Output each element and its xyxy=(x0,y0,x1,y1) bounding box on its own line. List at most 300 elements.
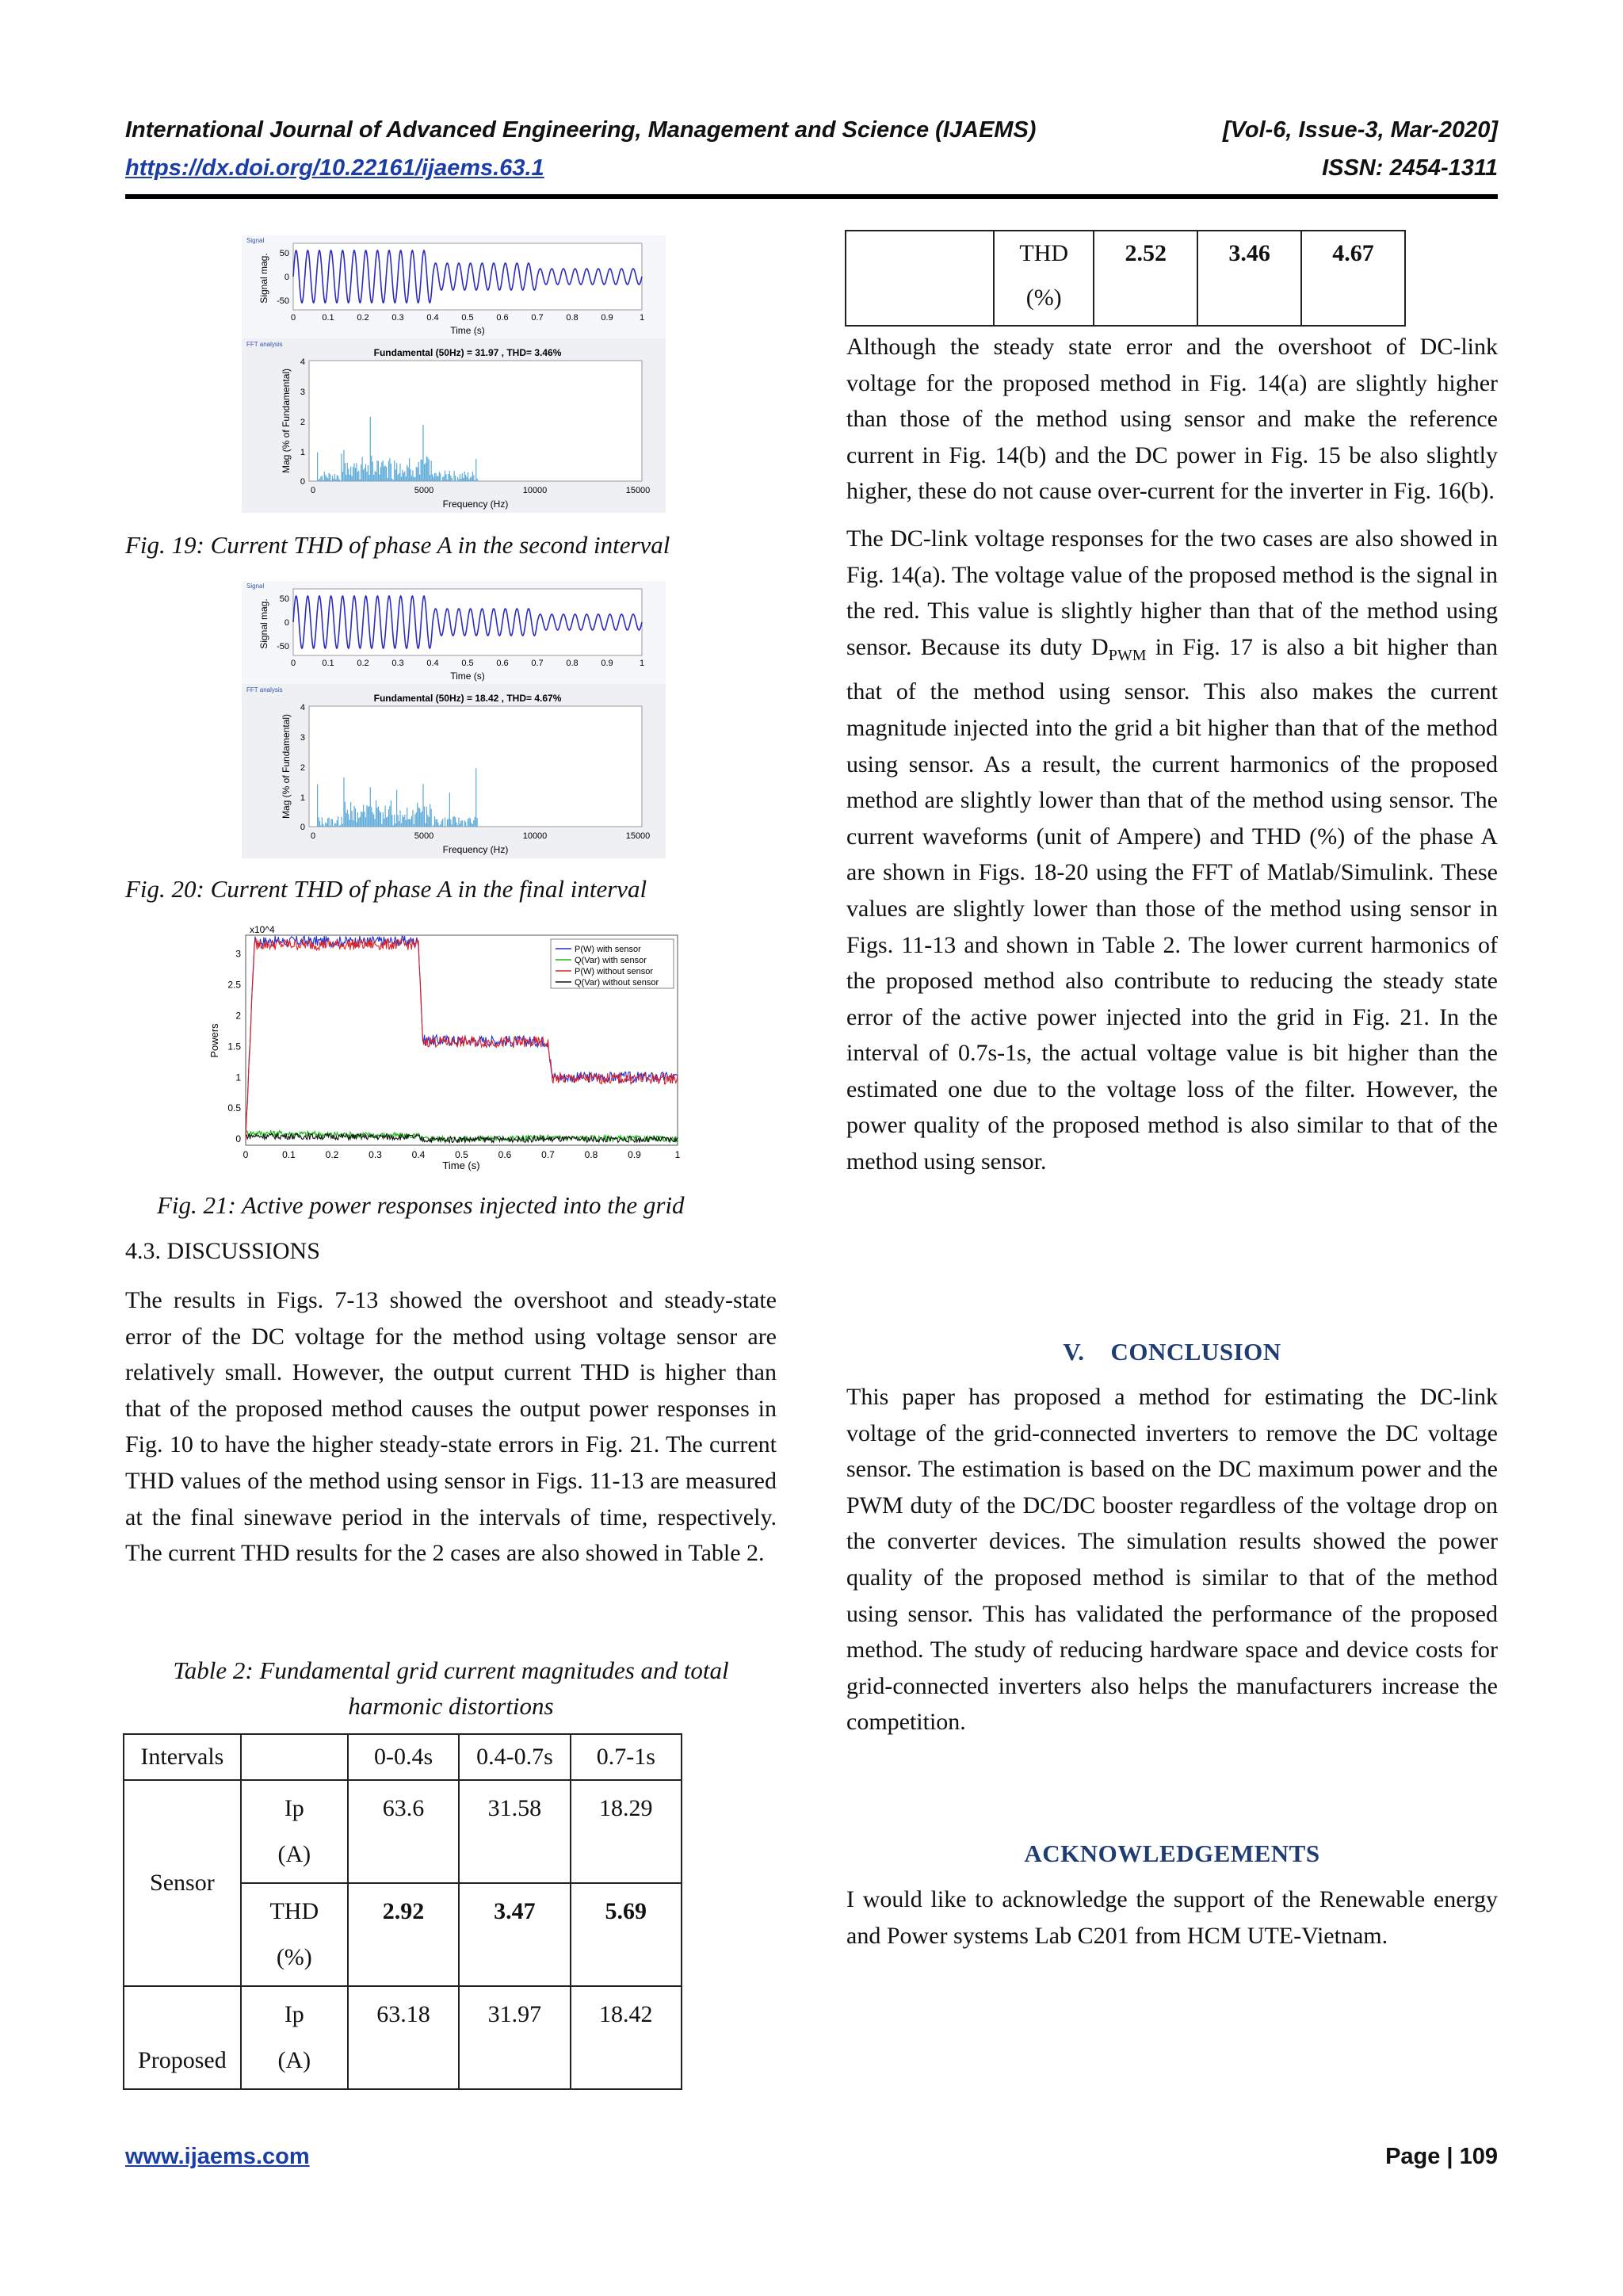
fft-bar xyxy=(465,475,466,481)
fft-bar xyxy=(454,471,455,481)
x-tick-label: 0.1 xyxy=(282,1149,296,1160)
fft-bar xyxy=(471,476,472,481)
fft-bar xyxy=(421,460,422,481)
thd-label-2: (%) xyxy=(1025,285,1062,311)
svg-text:3: 3 xyxy=(300,388,305,397)
fft-bar xyxy=(434,816,435,827)
fft-bar xyxy=(411,476,412,481)
fft-bar xyxy=(360,479,361,481)
fft-bar xyxy=(388,809,389,827)
fft-bar xyxy=(448,474,449,481)
fft-bar xyxy=(342,472,343,481)
fft-bar xyxy=(458,817,459,827)
fft-bar xyxy=(380,812,381,827)
fft-bar xyxy=(337,476,338,481)
thd-label-2: (%) xyxy=(276,1944,312,1970)
fig19-y-0: 0 xyxy=(284,273,289,282)
fft-bar xyxy=(341,453,342,481)
fft-bar xyxy=(364,468,365,481)
fft-bar xyxy=(322,476,323,481)
fft-bar xyxy=(406,820,407,827)
fft-bar xyxy=(414,814,415,827)
table2-continued xyxy=(845,230,1406,327)
fft-bar xyxy=(378,461,379,481)
fft-bar xyxy=(368,465,369,481)
fft-bar xyxy=(457,477,458,481)
fft-bar xyxy=(419,475,420,481)
fft-bar xyxy=(393,479,394,481)
fft-bar xyxy=(362,812,363,827)
ip-label-1: Ip xyxy=(284,2001,304,2027)
table-header xyxy=(241,1734,348,1780)
fft-bar xyxy=(319,821,320,827)
doi-link-wrap xyxy=(125,155,544,181)
fft-bar xyxy=(317,785,318,827)
table-cell: 4.67 xyxy=(1301,231,1405,326)
fft-bar xyxy=(330,480,331,481)
fft-bar xyxy=(388,461,389,481)
fft-bar xyxy=(330,819,331,827)
fft-bar xyxy=(429,460,430,481)
fft-bar xyxy=(417,468,418,481)
page-number: Page | 109 xyxy=(1385,2144,1498,2169)
fft-bar xyxy=(402,815,403,827)
fft-bar xyxy=(333,479,334,481)
fft-bar xyxy=(387,817,388,827)
fft-bar xyxy=(339,479,340,481)
fft-bar xyxy=(431,809,432,827)
x-tick-label: 0.5 xyxy=(461,659,474,668)
table-cell: 3.47 xyxy=(459,1883,570,1986)
fft-bar xyxy=(475,459,476,481)
x-tick-label: 0.3 xyxy=(391,659,404,668)
fft-bar xyxy=(429,817,430,827)
fig19-fft-title: Fundamental (50Hz) = 31.97 , THD= 3.46% xyxy=(373,347,562,358)
fft-bar xyxy=(358,471,359,481)
ack-title: ACKNOWLEDGEMENTS xyxy=(1024,1839,1320,1867)
fft-bar xyxy=(471,823,472,827)
x-tick-label: 0 xyxy=(290,313,296,323)
pwm-subscript: PWM xyxy=(1108,646,1147,664)
fft-bar xyxy=(432,826,433,827)
table-header: 0.7-1s xyxy=(571,1734,682,1780)
x-tick-label: 0.6 xyxy=(498,1149,512,1160)
fft-bar xyxy=(366,805,367,827)
fft-bar xyxy=(320,476,321,481)
thd-label-1: THD xyxy=(269,1898,319,1924)
y-tick-label: 1.5 xyxy=(227,1041,241,1052)
fft-bar xyxy=(409,458,410,481)
fig19-y-m50: -50 xyxy=(277,296,289,306)
fft-bar xyxy=(477,479,478,481)
fft-bar xyxy=(422,784,423,827)
conclusion-title: V. CONCLUSION xyxy=(1063,1338,1281,1366)
svg-text:2: 2 xyxy=(300,763,305,773)
ip-label xyxy=(241,1780,348,1883)
svg-text:1: 1 xyxy=(300,793,305,803)
fig19-svg xyxy=(242,235,666,513)
x-tick-label: 1 xyxy=(639,313,645,323)
table-row xyxy=(846,231,1405,326)
svg-text:1: 1 xyxy=(300,448,305,457)
fft-bar xyxy=(376,460,377,481)
fft-bar xyxy=(368,807,369,827)
svg-text:5000: 5000 xyxy=(414,486,434,495)
fft-bar xyxy=(434,473,435,481)
fft-bar xyxy=(470,477,471,481)
fft-bar xyxy=(396,790,397,827)
conclusion-paragraph: This paper has proposed a method for estimating the DC-link voltage of the grid-connected inverters to remove the DC voltage sensor. The estimation is based on the DC maximum power and the PWM duty of the DC/DC booster regardless of the voltage drop on the converter devices. The simulation results showed the power quality of the proposed method is similar to that of the method using sensor. This has validated the performance of the proposed method. The study of reducing hardware space and device costs for grid-connected inverters also helps the manufacturers increase the competition. xyxy=(846,1384,1498,1736)
fft-bar xyxy=(389,458,390,481)
fft-bar xyxy=(435,473,436,481)
fft-bar xyxy=(416,467,417,481)
legend-label: P(W) with sensor xyxy=(575,945,641,954)
x-tick-label: 0 xyxy=(242,1149,249,1160)
fft-bar xyxy=(440,824,441,827)
x-tick-label: 0.2 xyxy=(325,1149,339,1160)
fig21-caption: Fig. 21: Active power responses injected into the grid xyxy=(157,1191,685,1219)
fft-bar xyxy=(450,819,451,827)
thd-label xyxy=(241,1883,348,1986)
fft-bar xyxy=(408,467,409,481)
table-cell: 63.6 xyxy=(348,1780,459,1883)
fft-bar xyxy=(332,819,333,827)
fft-bar xyxy=(439,472,440,481)
fft-bar xyxy=(386,467,387,481)
sensor-label: Sensor xyxy=(124,1780,241,1986)
fft-bar xyxy=(333,826,334,827)
x-tick-label: 0.7 xyxy=(531,659,544,668)
fig19-fft-xticks xyxy=(311,486,650,495)
fft-bar xyxy=(370,417,371,481)
y-tick-label: 3 xyxy=(235,948,241,960)
fft-bar xyxy=(373,814,374,827)
fft-bar xyxy=(463,478,464,481)
fig20-signal-label: Signal xyxy=(246,583,265,590)
x-tick-label: 0.9 xyxy=(628,1149,641,1160)
fig19-y-50: 50 xyxy=(279,249,289,258)
x-tick-label: 0.8 xyxy=(584,1149,598,1160)
svg-text:2: 2 xyxy=(300,418,305,427)
fft-bar xyxy=(477,818,478,827)
fft-bar xyxy=(381,824,382,827)
svg-text:10000: 10000 xyxy=(522,831,548,841)
fft-bar xyxy=(357,472,358,481)
fig20-fft-label: FFT analysis xyxy=(246,686,283,693)
fft-bar xyxy=(360,817,361,827)
fig21-svg xyxy=(202,923,689,1177)
fft-bar xyxy=(391,815,392,827)
ip-label-2: (A) xyxy=(277,1841,311,1867)
fft-bar xyxy=(322,817,323,827)
fft-bar xyxy=(442,477,443,481)
fft-bar xyxy=(422,425,423,481)
fft-bar xyxy=(441,480,442,481)
fft-bar xyxy=(412,810,413,827)
fft-bar xyxy=(465,822,466,827)
fft-bar xyxy=(357,812,358,827)
svg-text:0: 0 xyxy=(300,823,305,832)
fig20-signal-ylabel: Signal mag. xyxy=(258,598,269,649)
x-tick-label: 0.4 xyxy=(411,1149,426,1160)
fft-bar xyxy=(324,826,325,827)
ack-paragraph: I would like to acknowledge the support of the Renewable energy and Power systems Lab C201 from HCM UTE-Vietnam. xyxy=(846,1886,1498,1949)
fig20-image xyxy=(242,581,666,858)
fft-bar xyxy=(324,472,325,481)
x-tick-label: 0.6 xyxy=(496,659,509,668)
fft-bar xyxy=(441,821,442,827)
ip-label-2: (A) xyxy=(277,2047,311,2073)
fig21-scale: x10^4 xyxy=(250,924,275,935)
fig19-fft-label: FFT analysis xyxy=(246,341,283,348)
fft-bar xyxy=(435,819,436,827)
fft-bar xyxy=(442,819,443,827)
issn: ISSN: 2454-1311 xyxy=(1322,155,1498,181)
fft-bar xyxy=(383,812,384,827)
fft-bar xyxy=(389,806,390,827)
fft-bar xyxy=(394,460,395,481)
fft-bar xyxy=(318,817,319,827)
fft-bar xyxy=(345,463,346,481)
fft-bar xyxy=(318,479,319,481)
fft-bar xyxy=(339,826,340,827)
svg-text:10000: 10000 xyxy=(522,486,548,495)
x-tick-label: 1 xyxy=(674,1149,681,1160)
doi-link[interactable]: https://dx.doi.org/10.22161/ijaems.63.1 xyxy=(125,155,544,181)
fft-bar xyxy=(379,475,380,481)
fig20-fft-ylabel: Mag (% of Fundamental) xyxy=(281,713,292,819)
x-tick-label: 0.8 xyxy=(566,313,579,323)
fft-bar xyxy=(398,475,399,481)
fft-bar xyxy=(327,478,328,481)
fft-bar xyxy=(399,464,400,481)
fft-bar xyxy=(375,472,376,481)
fft-bar xyxy=(444,826,445,827)
svg-text:3: 3 xyxy=(300,733,305,743)
fft-bar xyxy=(341,817,342,827)
fft-bar xyxy=(426,457,427,481)
table-header: Intervals xyxy=(124,1734,241,1780)
journal-title: International Journal of Advanced Engineering, Management and Science (IJAEMS) xyxy=(125,117,1037,143)
ip-label xyxy=(241,1986,348,2089)
table-cell: 2.92 xyxy=(348,1883,459,1986)
fft-bar xyxy=(454,816,455,827)
table-cell: 31.58 xyxy=(459,1780,570,1883)
table-cell: 2.52 xyxy=(1094,231,1197,326)
fft-bar xyxy=(473,475,474,481)
ip-label-1: Ip xyxy=(284,1795,304,1821)
legend-label: P(W) without sensor xyxy=(575,967,654,976)
y-tick-label: 0.5 xyxy=(227,1102,241,1114)
fft-bar xyxy=(472,824,473,827)
fft-bar xyxy=(329,473,330,481)
fft-bar xyxy=(440,473,441,481)
fft-bar xyxy=(340,480,341,481)
fft-bar xyxy=(447,819,448,827)
x-tick-label: 0.4 xyxy=(426,313,439,323)
table-header: 0-0.4s xyxy=(348,1734,459,1780)
x-tick-label: 0.5 xyxy=(461,313,474,323)
fft-bar xyxy=(439,826,440,827)
fig20-y-0: 0 xyxy=(284,618,289,628)
fft-bar xyxy=(445,474,446,481)
fft-bar xyxy=(347,463,348,481)
fft-bar xyxy=(424,807,425,827)
thd-label-1: THD xyxy=(1019,240,1069,266)
fft-bar xyxy=(462,473,463,481)
fft-bar xyxy=(408,819,409,827)
fft-bar xyxy=(416,812,417,827)
fft-bar xyxy=(399,811,400,827)
fft-bar xyxy=(335,823,336,827)
fft-bar xyxy=(412,470,413,481)
fft-bar xyxy=(468,818,469,827)
fig19-caption: Fig. 19: Current THD of phase A in the second interval xyxy=(125,531,670,559)
fft-bar xyxy=(409,819,410,827)
fft-bar xyxy=(325,475,326,481)
fft-bar xyxy=(395,469,396,481)
fft-bar xyxy=(460,479,461,481)
fig20-signal-xlabel: Time (s) xyxy=(450,670,485,682)
x-tick-label: 0.8 xyxy=(566,659,579,668)
fft-bar xyxy=(375,819,376,827)
fig21-y-ticks xyxy=(227,948,241,1144)
fig21-legend xyxy=(551,939,674,988)
fft-bar xyxy=(472,472,473,481)
svg-text:0: 0 xyxy=(310,486,316,495)
fft-bar xyxy=(352,811,353,827)
fft-bar xyxy=(355,808,356,827)
fft-bar xyxy=(419,808,420,827)
fig21-x-ticks xyxy=(243,1149,681,1160)
fft-bar xyxy=(427,815,428,827)
fft-bar xyxy=(447,479,448,481)
x-tick-label: 0.1 xyxy=(322,659,334,668)
fft-bar xyxy=(398,815,399,827)
fft-bar xyxy=(394,815,395,827)
fft-bar xyxy=(464,820,465,827)
header-rule xyxy=(125,194,1498,199)
fig20-fft-title: Fundamental (50Hz) = 18.42 , THD= 4.67% xyxy=(373,693,562,704)
table-cell: 63.18 xyxy=(348,1986,459,2089)
fft-bar xyxy=(356,822,357,827)
fig19-fft-ylabel: Mag (% of Fundamental) xyxy=(281,368,292,474)
fft-bar xyxy=(385,806,386,827)
fft-bar xyxy=(437,476,438,481)
x-tick-label: 0.3 xyxy=(369,1149,382,1160)
fft-bar xyxy=(393,825,394,827)
legend-label: Q(Var) with sensor xyxy=(575,956,647,965)
fft-bar xyxy=(464,472,465,481)
fft-bar xyxy=(363,804,364,827)
section-discussions: 4.3. DISCUSSIONS xyxy=(125,1238,320,1264)
fig20-fft-xticks xyxy=(311,831,650,841)
x-tick-label: 0.5 xyxy=(455,1149,468,1160)
site-link[interactable]: www.ijaems.com xyxy=(125,2144,310,2169)
fft-bar xyxy=(418,462,419,481)
fft-bar xyxy=(425,463,426,481)
fft-bar xyxy=(432,474,433,481)
fft-bar xyxy=(411,816,412,827)
fft-bar xyxy=(402,470,403,481)
fft-bar xyxy=(334,823,335,827)
fft-bar xyxy=(364,812,365,827)
fft-bar xyxy=(475,768,476,827)
fft-bar xyxy=(383,460,384,481)
table-cell: 18.42 xyxy=(571,1986,682,2089)
fft-bar xyxy=(470,819,471,827)
fft-bar xyxy=(327,819,328,827)
fft-bar xyxy=(365,464,366,481)
fft-bar xyxy=(325,823,326,827)
svg-text:5000: 5000 xyxy=(414,831,434,841)
table-cell: 31.97 xyxy=(459,1986,570,2089)
x-tick-label: 0.9 xyxy=(601,313,613,323)
x-tick-label: 0.7 xyxy=(541,1149,555,1160)
fft-bar xyxy=(320,825,321,827)
fft-bar xyxy=(457,825,458,827)
svg-text:15000: 15000 xyxy=(625,831,651,841)
fft-bar xyxy=(371,456,372,481)
fft-bar xyxy=(350,802,351,827)
x-tick-label: 0.6 xyxy=(496,313,509,323)
svg-text:0: 0 xyxy=(300,477,305,487)
fft-bar xyxy=(349,819,350,827)
fft-bar xyxy=(372,461,373,481)
fft-bar xyxy=(362,457,363,481)
fft-bar xyxy=(403,817,404,827)
x-tick-label: 0.2 xyxy=(357,313,369,323)
table-cell: 18.29 xyxy=(571,1780,682,1883)
fft-bar xyxy=(353,464,354,481)
fft-bar xyxy=(363,470,364,481)
fft-bar xyxy=(455,817,456,827)
fft-bar xyxy=(352,476,353,481)
fft-bar xyxy=(424,464,425,481)
fft-bar xyxy=(401,476,402,481)
thd-label xyxy=(994,231,1094,326)
fig20-fft-yticks xyxy=(300,703,305,832)
table2-caption: Table 2: Fundamental grid current magnitudes and total harmonic distortions xyxy=(173,1656,729,1720)
discussion-paragraph: The results in Figs. 7-13 showed the overshoot and steady-state error of the DC voltage for the method using voltage sensor are relatively small. However, the output current THD is higher than that of the proposed method causes the output power responses in Fig. 10 to have the higher steady-state errors in Fig. 21. The current THD values of the method using sensor in Figs. 11-13 are measured at the final sinewave period in the intervals of time, respectively. The current THD results for the 2 cases are also showed in Table 2. xyxy=(125,1287,777,1567)
fft-bar xyxy=(418,808,419,827)
fft-bar xyxy=(417,803,418,827)
fft-bar xyxy=(450,476,451,481)
fig19-signal-label: Signal xyxy=(246,237,265,244)
x-tick-label: 1 xyxy=(639,659,645,668)
fig20-caption: Fig. 20: Current THD of phase A in the final interval xyxy=(125,875,647,903)
footer-site xyxy=(125,2144,310,2170)
table-header: 0.4-0.7s xyxy=(459,1734,570,1780)
fig19-signal-ylabel: Signal mag. xyxy=(258,253,269,304)
fig21-xlabel: Time (s) xyxy=(442,1159,480,1171)
fft-bar xyxy=(381,462,382,481)
fig21-image xyxy=(202,923,689,1177)
proposed-label: Proposed xyxy=(124,1986,241,2089)
fft-bar xyxy=(350,467,351,481)
p2-part-b: in Fig. 17 is also a bit higher than that of the method using sensor. This also makes the current magnitude injected into the grid a bit higher than that of the method using sensor. As a result, the current harmonics of the proposed method are slightly lower than that of the method using sensor. The current waveforms (unit of Ampere) and THD (%) of the phase A are shown in Figs. 18-20 using the FFT of Matlab/Simulink. These values are slightly lower than those of the method using sensor in Figs. 11-13 and shown in Table 2. The lower current harmonics of the proposed method also contribute to reducing the steady state error of the active power injected into the grid in Fig. 21. In the interval of 0.7s-1s, the actual voltage value is bit higher than the estimated one due to the voltage loss of the filter. However, the power quality of the proposed method is also similar to that of the method using sensor. xyxy=(846,633,1498,1175)
fft-bar xyxy=(335,479,336,481)
right-paragraph-2 xyxy=(846,521,1498,1180)
fft-bar xyxy=(343,450,344,481)
fft-bar xyxy=(355,468,356,481)
fft-bar xyxy=(396,463,397,481)
x-tick-label: 0.1 xyxy=(322,313,334,323)
fft-bar xyxy=(373,475,374,481)
x-tick-label: 0 xyxy=(290,659,296,668)
y-tick-label: 0 xyxy=(235,1133,241,1145)
fft-bar xyxy=(343,777,344,827)
